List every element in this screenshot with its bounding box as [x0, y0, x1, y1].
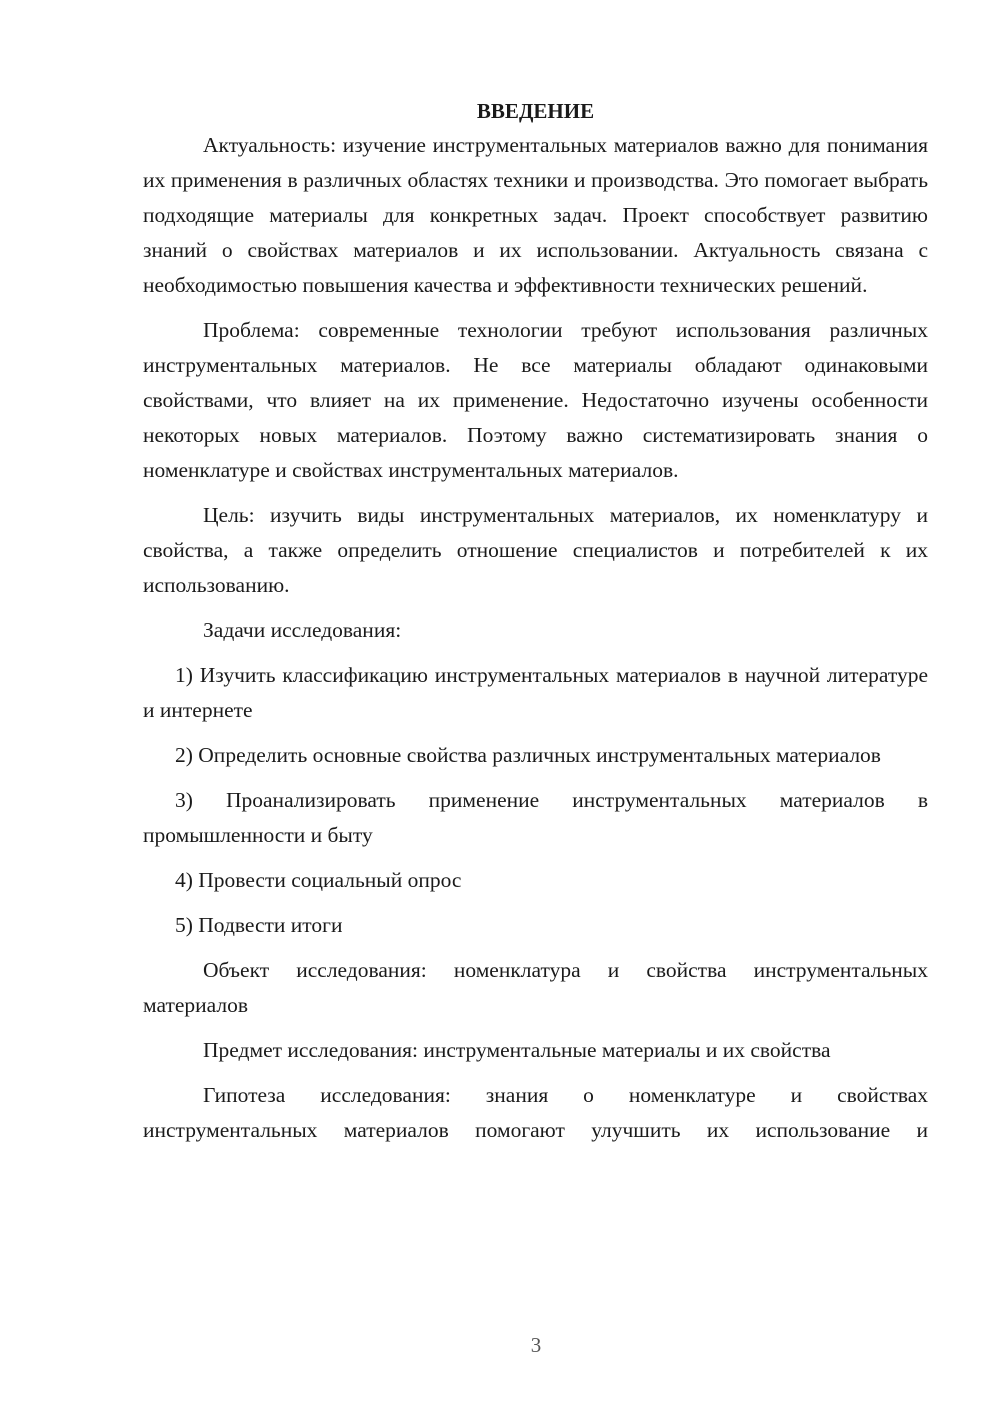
paragraph-tasks-heading: Задачи исследования: [203, 618, 402, 642]
page-title: ВВЕДЕНИЕ [476, 99, 595, 123]
paragraph-goal: Цель: изучить виды инструментальных материалов, их номенклатуру и свойства, а также определить отношение специалистов и потребителей к их использованию. [143, 503, 928, 597]
paragraph-problem: Проблема: современные технологии требуют использования различных инструментальных материалов. Не все материалы обладают одинаковыми свойствами, что влияет на их применение. Недостаточно изучены особенности некоторых новых материалов. Поэтому важно систематизировать знания о номенклатуре и свойствах инструментальных материалов. [143, 318, 928, 482]
paragraph-relevance: Актуальность: изучение инструментальных материалов важно для понимания их применения в различных областях техники и производства. Это помогает выбрать подходящие материалы для конкретных задач. Проект способствует развитию знаний о свойствах материалов и их использовании. Актуальность связана с необходимостью повышения качества и эффективности технических решений. [143, 133, 928, 297]
list-item-task-4: 4) Провести социальный опрос [175, 868, 462, 892]
list-item-task-5: 5) Подвести итоги [175, 913, 343, 937]
list-item-task-2: 2) Определить основные свойства различных инструментальных материалов [175, 743, 881, 767]
document-page [143, 96, 928, 1158]
page-number: 3 [530, 1333, 542, 1357]
paragraph-object: Объект исследования: номенклатура и свойства инструментальных материалов [143, 958, 928, 1017]
paragraph-subject: Предмет исследования: инструментальные материалы и их свойства [203, 1038, 831, 1062]
list-item-task-1: 1) Изучить классификацию инструментальных материалов в научной литературе и интернете [143, 663, 928, 722]
list-item-task-3: 3) Проанализировать применение инструментальных материалов в промышленности и быту [143, 788, 928, 847]
paragraph-hypothesis: Гипотеза исследования: знания о номенклатуре и свойствах инструментальных материалов помогают улучшить их использование и [143, 1083, 928, 1142]
